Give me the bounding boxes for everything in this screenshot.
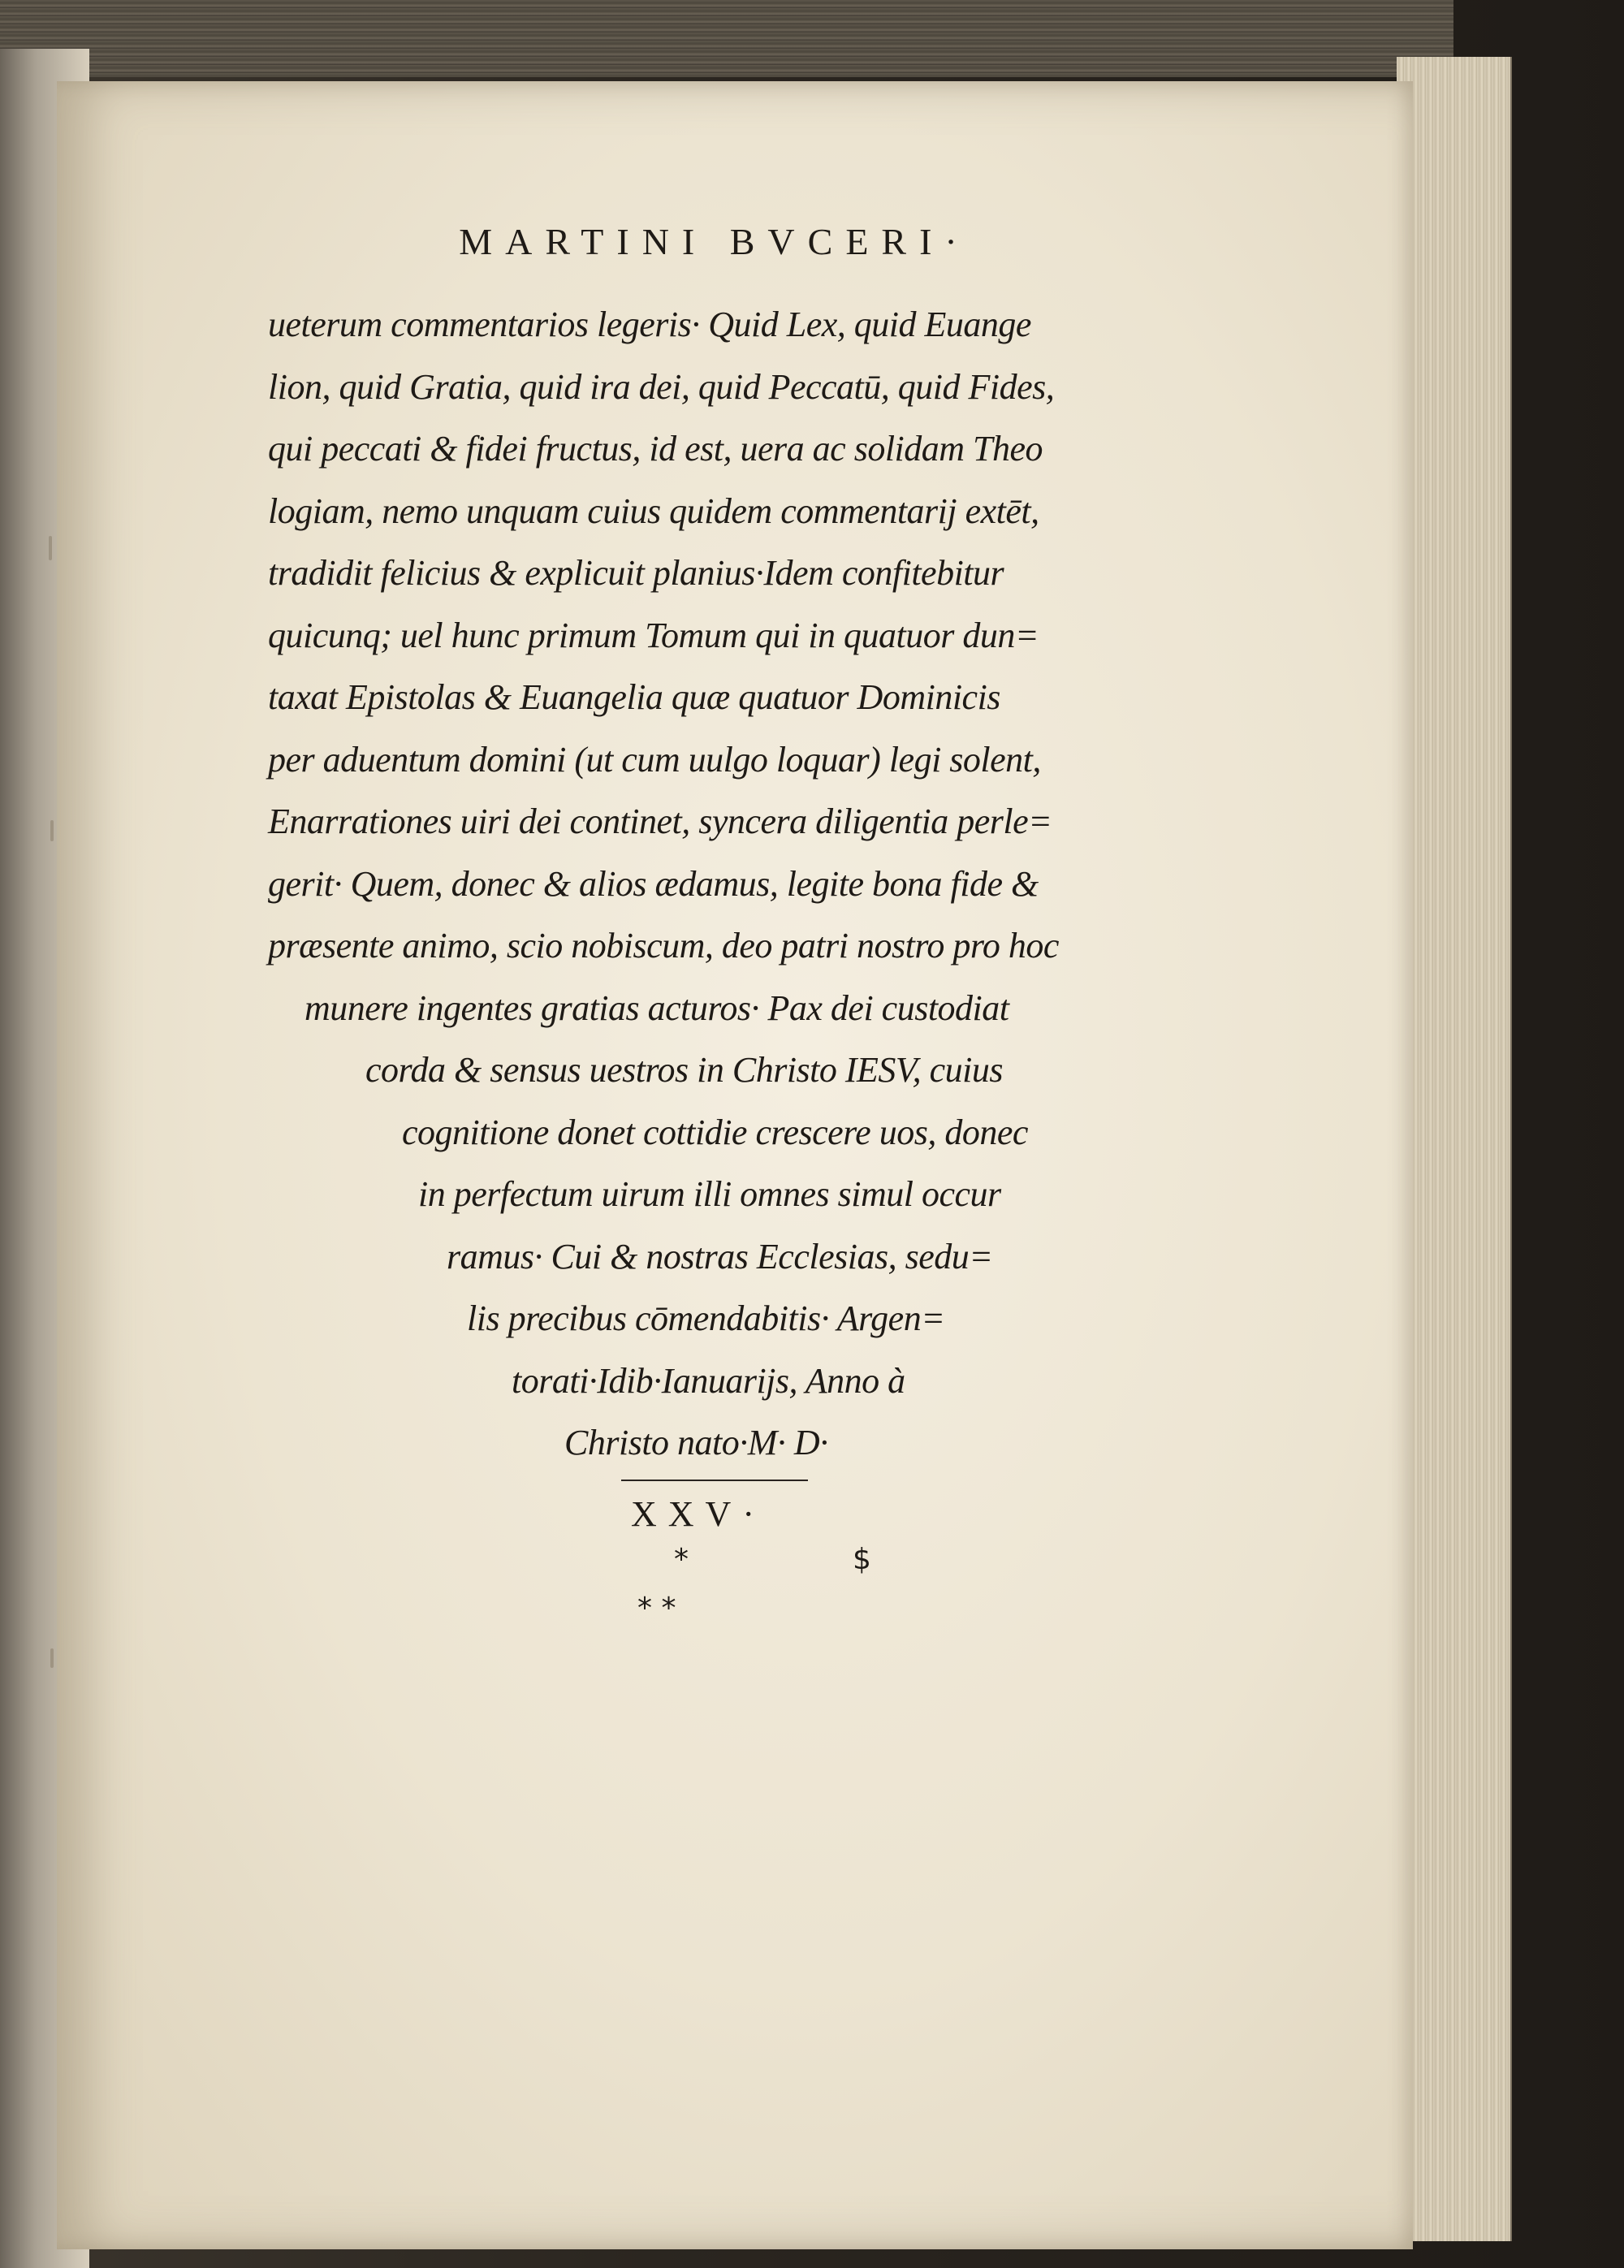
double-asterisk-ornament: * * <box>637 1591 676 1625</box>
text-line: corda & sensus uestros in Christo IESV, cuius <box>365 1050 1004 1090</box>
text-line: ueterum commentarios legeris· Quid Lex, quid Euange <box>268 305 1031 344</box>
text-line: lis precibus cōmendabitis· Argen= <box>467 1298 945 1338</box>
text-line: quicunq; uel hunc primum Tomum qui in quatuor dun= <box>268 615 1039 655</box>
text-line: præsente animo, scio nobiscum, deo patri nostro pro hoc <box>268 926 1059 966</box>
margin-mark <box>50 820 54 841</box>
text-line: Christo nato·M· D· <box>564 1423 828 1462</box>
margin-mark <box>49 536 52 560</box>
running-head: MARTINI BVCERI· <box>459 221 970 262</box>
colophon-year: XXV· <box>631 1493 766 1534</box>
text-line: gerit· Quem, donec & alios ædamus, legite bona fide & <box>268 863 1039 904</box>
text-line: ramus· Cui & nostras Ecclesias, sedu= <box>447 1236 993 1277</box>
book-page <box>57 81 1413 2249</box>
page-stack-edge <box>1397 57 1512 2241</box>
margin-mark <box>50 1648 54 1668</box>
book-top-edge <box>0 0 1453 77</box>
text-line: per aduentum domini (ut cum uulgo loquar) legi solent, <box>268 739 1041 780</box>
text-line: qui peccati & fidei fructus, id est, uera ac solidam Theo <box>268 429 1043 469</box>
text-line: tradidit felicius & explicuit planius·Idem confitebitur <box>268 553 1004 593</box>
asterisk-ornament: * <box>674 1542 689 1576</box>
text-line: cognitione donet cottidie crescere uos, donec <box>402 1112 1028 1152</box>
text-line: torati·Idib·Ianuarijs, Anno à <box>512 1360 905 1401</box>
text-line: Enarrationes uiri dei continet, syncera diligentia perle= <box>268 801 1052 841</box>
text-line: munere ingentes gratias acturos· Pax dei custodiat <box>304 987 1009 1028</box>
text-line: in perfectum uirum illi omnes simul occur <box>418 1174 1001 1214</box>
ornament-group <box>203 1543 1194 1640</box>
text-block <box>203 219 1194 1640</box>
decorative-rule <box>621 1480 808 1481</box>
text-line: lion, quid Gratia, quid ira dei, quid Peccatū, quid Fides, <box>268 366 1055 407</box>
text-line: logiam, nemo unquam cuius quidem commentarij extēt, <box>268 490 1039 531</box>
text-line: taxat Epistolas & Euangelia quæ quatuor Dominicis <box>268 677 1000 717</box>
dollar-ornament: $ <box>853 1542 871 1576</box>
